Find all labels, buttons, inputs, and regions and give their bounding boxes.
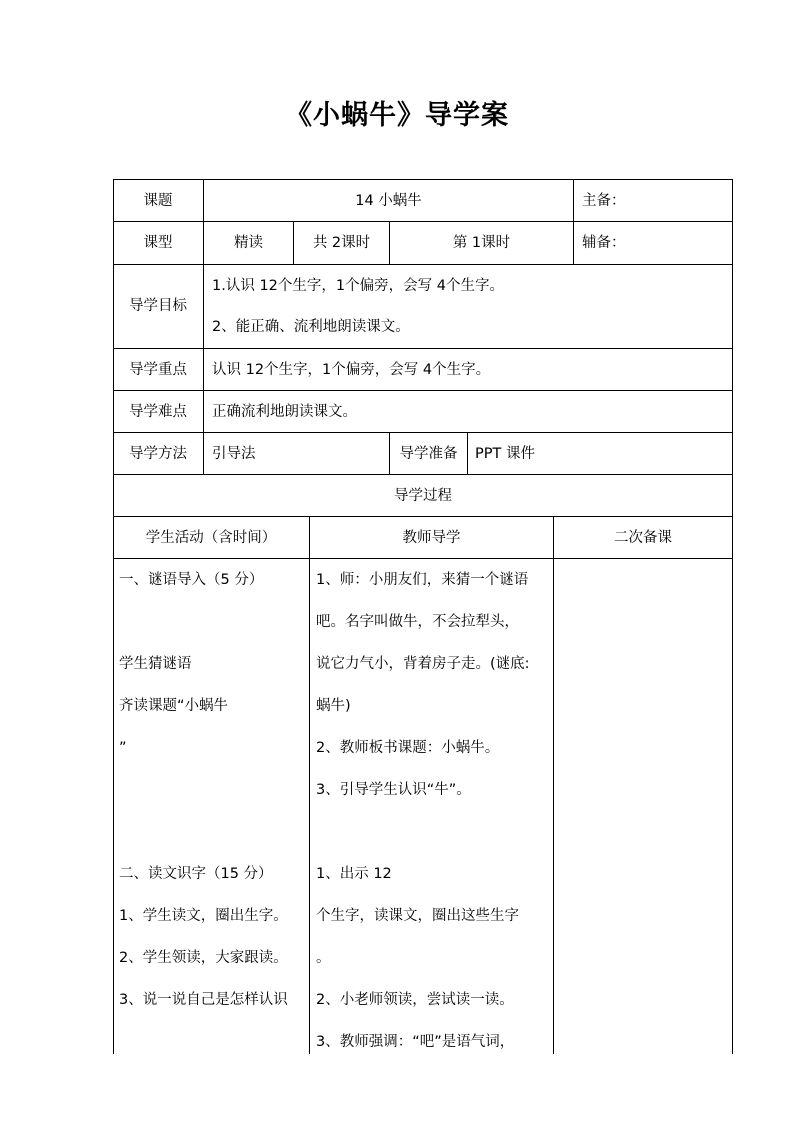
column-header-student: 学生活动（含时间） — [145, 530, 277, 546]
column-header-second-prep: 二次备课 — [614, 530, 672, 546]
chief-preparer-label: 主备： — [582, 193, 626, 209]
student-line: 齐读课题“小蜗牛 — [119, 698, 229, 714]
teacher-line: 3、引导学生认识“牛”。 — [316, 782, 471, 798]
key-points-label: 导学重点 — [129, 362, 187, 378]
student-line: 学生猜谜语 — [119, 656, 192, 672]
total-lessons: 共 2课时 — [312, 235, 371, 251]
lesson-type-value: 精读 — [234, 235, 263, 251]
page-title: 《小蜗牛》导学案 — [285, 100, 509, 131]
column-header-teacher: 教师导学 — [402, 530, 461, 546]
assistant-preparer-label: 辅备： — [582, 235, 626, 251]
preparation-label: 导学准备 — [399, 446, 458, 462]
method-label: 导学方法 — [129, 446, 187, 462]
student-line: 1、学生读文，圈出生字。 — [119, 908, 288, 924]
teacher-line: 说它力气小，背着房子走。(谜底: — [316, 656, 530, 672]
topic-value: 14 小蜗牛 — [355, 193, 422, 209]
current-lesson: 第 1课时 — [452, 235, 511, 251]
teacher-line: 1、师：小朋友们，来猜一个谜语 — [316, 572, 529, 588]
student-line: 一、谜语导入（5 分） — [119, 572, 264, 588]
topic-label: 课题 — [143, 193, 173, 209]
preparation-value: PPT 课件 — [475, 446, 535, 462]
difficulty-value: 正确流利地朗读课文。 — [212, 404, 357, 420]
lesson-type-label: 课型 — [143, 235, 173, 251]
key-points-value: 认识 12个生字，1个偏旁，会写 4个生字。 — [212, 362, 491, 378]
teacher-line: 2、教师板书课题：小蜗牛。 — [316, 740, 500, 756]
method-value: 引导法 — [212, 446, 256, 462]
student-line: 二、读文识字（15 分） — [119, 866, 273, 882]
difficulty-label: 导学难点 — [129, 404, 187, 420]
teacher-line: 蜗牛) — [316, 698, 351, 714]
goal-item: 2、能正确、流利地朗读课文。 — [212, 319, 410, 335]
teacher-line: 1、出示 12 — [316, 866, 392, 882]
goal-item: 1.认识 12个生字，1个偏旁，会写 4个生字。 — [212, 278, 504, 294]
teacher-line: 3、教师强调：“吧”是语气词， — [316, 1034, 515, 1050]
teacher-line: 。 — [316, 950, 331, 966]
teacher-line: 个生字，读课文，圈出这些生字 — [316, 908, 519, 924]
teacher-line: 2、小老师领读，尝试读一读。 — [316, 992, 514, 1008]
goals-label: 导学目标 — [129, 298, 187, 314]
teacher-line: 吧。名字叫做牛，不会拉犁头， — [316, 614, 519, 630]
process-heading: 导学过程 — [394, 488, 452, 504]
second-prep-column — [554, 559, 732, 1053]
student-line: 3、说一说自己是怎样认识 — [119, 992, 288, 1008]
student-line: 2、学生领读，大家跟读。 — [119, 950, 288, 966]
student-line: ” — [119, 740, 127, 756]
